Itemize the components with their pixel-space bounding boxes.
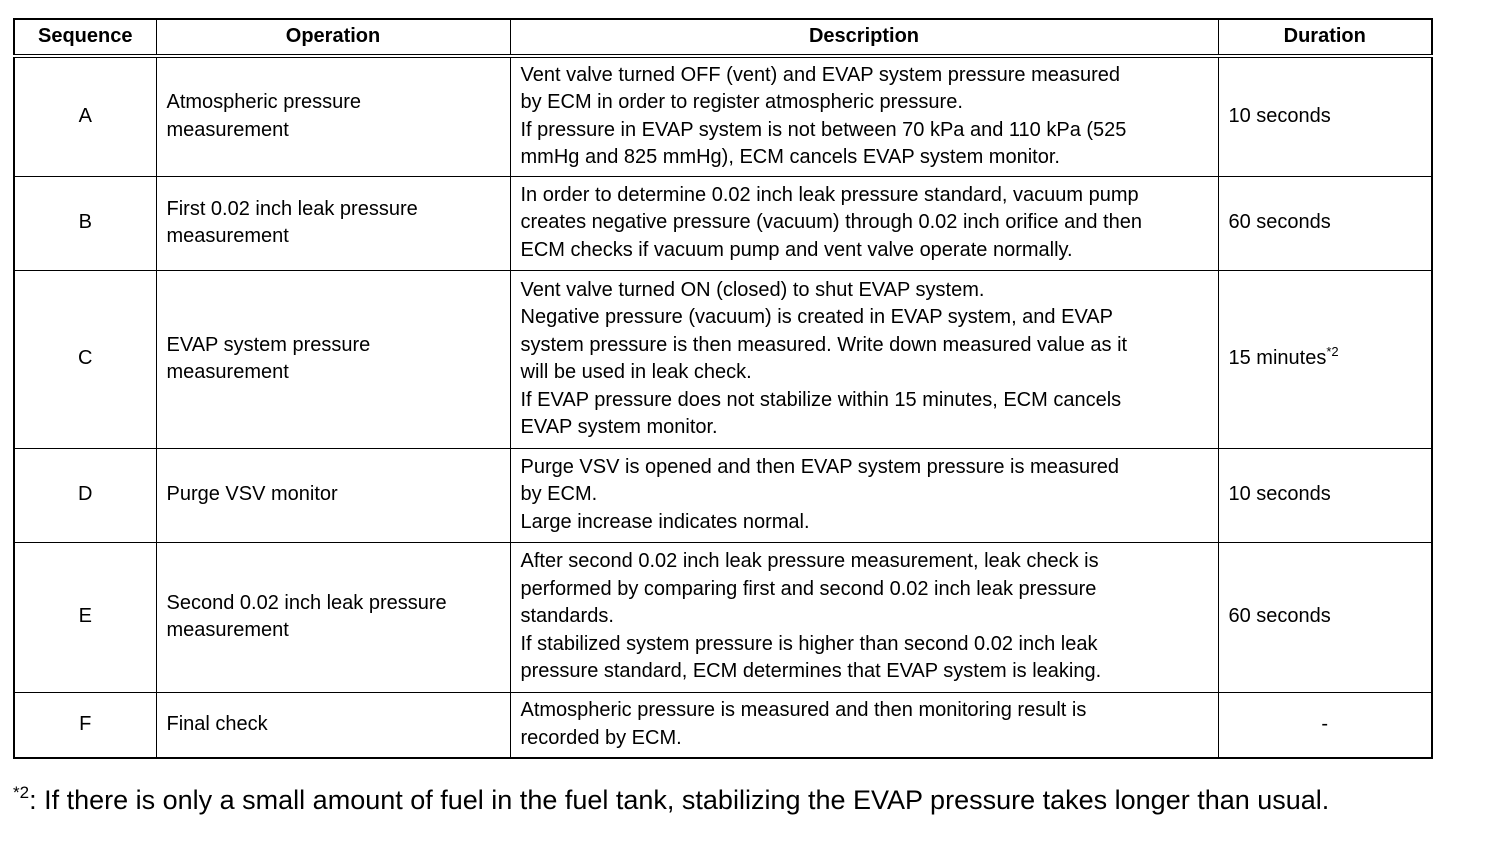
duration-value: 60 seconds (1228, 211, 1331, 234)
description-line: performed by comparing first and second 0.02 inch leak pressure (520, 577, 1097, 600)
description-line: Negative pressure (vacuum) is created in EVAP system, and EVAP (520, 306, 1113, 328)
description-line: Purge VSV is opened and then EVAP system pressure is measured (520, 455, 1119, 478)
description-line: If pressure in EVAP system is not between 70 kPa and 110 kPa (525 (520, 118, 1127, 141)
operation-cell (156, 56, 510, 176)
description-line: In order to determine 0.02 inch leak pressure standard, vacuum pump (520, 183, 1139, 206)
operation-line: EVAP system pressure (166, 333, 371, 356)
column-header-description: Description (510, 19, 1218, 56)
footnote-marker: *2 (13, 783, 30, 802)
operation-line: measurement (166, 619, 289, 641)
table-row (14, 448, 1432, 542)
evap-monitor-sequence-table (13, 18, 1433, 759)
sequence-cell: B (14, 176, 156, 270)
operation-line: Final check (166, 713, 268, 735)
operation-line: Second 0.02 inch leak pressure (166, 591, 447, 614)
operation-cell (156, 692, 510, 758)
description-cell (510, 176, 1218, 270)
description-cell (510, 448, 1218, 542)
description-line: system pressure is then measured. Write down measured value as it (520, 333, 1128, 356)
description-line: by ECM in order to register atmospheric pressure. (520, 91, 963, 114)
description-line: ECM checks if vacuum pump and vent valve operate normally. (520, 238, 1073, 261)
duration-cell (1218, 448, 1432, 542)
description-line: Large increase indicates normal. (520, 510, 810, 533)
sequence-cell: A (14, 56, 156, 176)
duration-value: 15 minutes (1228, 347, 1327, 370)
operation-line: First 0.02 inch leak pressure (166, 197, 418, 220)
table-row (14, 56, 1432, 176)
description-line: by ECM. (520, 483, 598, 506)
duration-cell (1218, 56, 1432, 176)
sequence-cell: E (14, 542, 156, 692)
duration-footnote-marker: *2 (1326, 344, 1339, 360)
operation-cell (156, 176, 510, 270)
table-row (14, 270, 1432, 448)
duration-cell (1218, 270, 1432, 448)
duration-cell (1218, 542, 1432, 692)
table-row (14, 542, 1432, 692)
sequence-cell: F (14, 692, 156, 758)
description-cell (510, 56, 1218, 176)
column-header-sequence: Sequence (14, 19, 156, 56)
duration-value: - (1321, 713, 1329, 735)
operation-line: measurement (166, 361, 289, 383)
operation-line: Purge VSV monitor (166, 483, 338, 506)
description-line: If EVAP pressure does not stabilize within 15 minutes, ECM cancels (520, 388, 1122, 411)
duration-value: 10 seconds (1228, 483, 1331, 506)
table-row (14, 176, 1432, 270)
description-line: creates negative pressure (vacuum) through 0.02 inch orifice and then (520, 211, 1142, 234)
description-cell (510, 692, 1218, 758)
operation-line: measurement (166, 225, 289, 247)
table-row (14, 692, 1432, 758)
description-line: EVAP system monitor. (520, 416, 718, 438)
sequence-cell: D (14, 448, 156, 542)
description-line: recorded by ECM. (520, 726, 682, 749)
duration-cell (1218, 176, 1432, 270)
description-line: Vent valve turned ON (closed) to shut EVAP system. (520, 278, 985, 301)
operation-line: Atmospheric pressure (166, 91, 362, 114)
description-line: will be used in leak check. (520, 361, 752, 383)
footnote (13, 782, 1453, 818)
description-line: Vent valve turned OFF (vent) and EVAP system pressure measured (520, 63, 1121, 86)
description-cell (510, 270, 1218, 448)
column-header-duration: Duration (1218, 19, 1432, 56)
duration-value: 60 seconds (1228, 605, 1331, 628)
table-header-row (14, 19, 1432, 56)
column-header-operation: Operation (156, 19, 510, 56)
description-line: mmHg and 825 mmHg), ECM cancels EVAP system monitor. (520, 146, 1060, 169)
operation-cell (156, 542, 510, 692)
operation-cell (156, 270, 510, 448)
footnote-text: : If there is only a small amount of fuel in the fuel tank, stabilizing the EVAP pressure takes longer than usual. (29, 785, 1330, 815)
operation-cell (156, 448, 510, 542)
description-line: standards. (520, 605, 614, 628)
sequence-cell: C (14, 270, 156, 448)
description-line: After second 0.02 inch leak pressure measurement, leak check is (520, 550, 1099, 573)
description-line: If stabilized system pressure is higher than second 0.02 inch leak (520, 632, 1098, 655)
operation-line: measurement (166, 118, 289, 141)
duration-cell (1218, 692, 1432, 758)
description-cell (510, 542, 1218, 692)
duration-value: 10 seconds (1228, 105, 1331, 127)
description-line: pressure standard, ECM determines that EVAP system is leaking. (520, 660, 1102, 683)
description-line: Atmospheric pressure is measured and then monitoring result is (520, 699, 1087, 722)
